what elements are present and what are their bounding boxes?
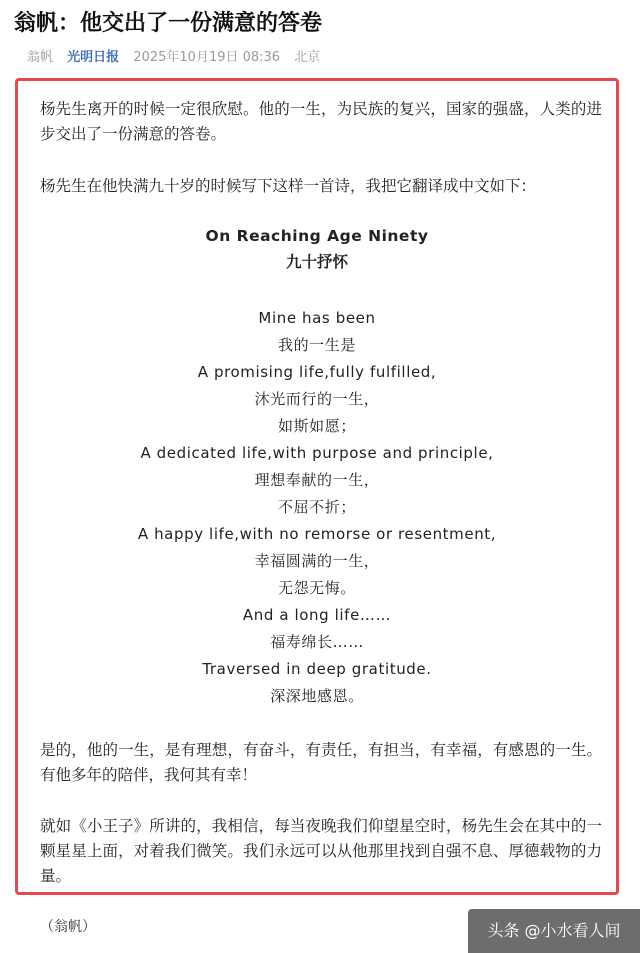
poem-line: 福寿绵长…… — [270, 633, 364, 651]
poem-line: And a long life…… — [242, 606, 392, 624]
article-meta — [27, 48, 330, 68]
meta-author: 翁帆 — [27, 50, 54, 65]
poem-line: 理想奉献的一生， — [254, 471, 380, 489]
meta-source-link[interactable]: 光明日报 — [67, 50, 120, 65]
poem-block — [18, 223, 616, 710]
letter-paragraph-1: 杨先生离开的时候一定很欣慰。他的一生，为民族的复兴，国家的强盛，人类的进步交出了一份满意的答卷。 — [40, 100, 602, 143]
poem-line: 不屈不折； — [277, 498, 356, 516]
poem-line: Mine has been — [258, 309, 376, 327]
poem-line: 我的一生是 — [277, 336, 356, 354]
article-title: 翁帆：他交出了一份满意的答卷 — [14, 11, 323, 36]
poem-title-chinese: 九十抒怀 — [285, 253, 348, 271]
poem-line: 幸福圆满的一生， — [254, 552, 380, 570]
poem-line: 如斯如愿； — [277, 417, 356, 435]
poem-line: A dedicated life,with purpose and principle, — [140, 444, 494, 462]
poem-title-english: On Reaching Age Ninety — [205, 227, 429, 245]
meta-location: 北京 — [294, 50, 321, 65]
letter-paragraph-3: 是的，他的一生，是有理想，有奋斗，有责任，有担当，有幸福，有感恩的一生。有他多年的陪伴，我何其有幸！ — [40, 741, 602, 784]
letter-paragraph-2: 杨先生在他快满九十岁的时候写下这样一首诗，我把它翻译成中文如下： — [40, 177, 537, 195]
poem-line: 深深地感恩。 — [270, 687, 364, 705]
poem-line: A happy life,with no remorse or resentment, — [137, 525, 497, 543]
poem-line: A promising life,fully fulfilled, — [197, 363, 437, 381]
highlighted-letter-frame — [15, 78, 619, 895]
letter-paragraph-4: 就如《小王子》所讲的，我相信，每当夜晚我们仰望星空时，杨先生会在其中的一颗星星上面，对着我们微笑。我们永远可以从他那里找到自强不息、厚德载物的力量。 — [40, 817, 602, 885]
meta-date: 2025年10月19日 08:36 — [133, 50, 281, 65]
poem-line: 无怨无悔。 — [277, 579, 356, 597]
platform-watermark: 头条 @小水看人间 — [468, 909, 640, 953]
article-signature: （翁帆） — [40, 919, 96, 935]
poem-line: 沐光而行的一生， — [254, 390, 380, 408]
poem-line: Traversed in deep gratitude. — [202, 660, 432, 678]
